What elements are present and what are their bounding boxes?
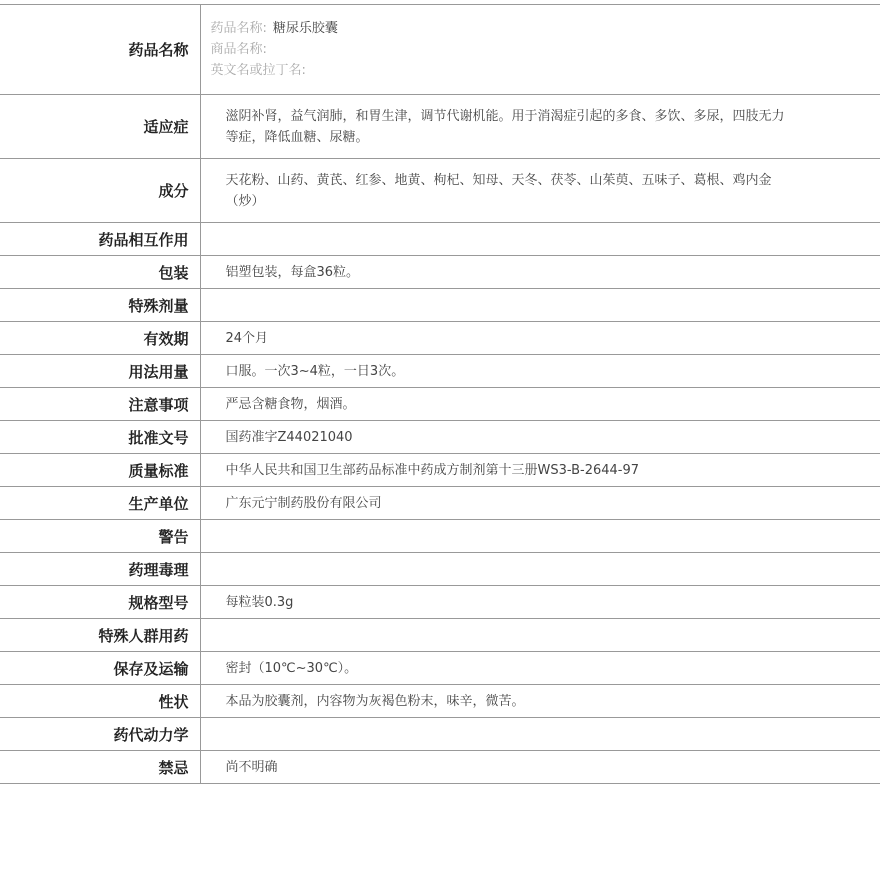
row-label: 药品名称: [0, 5, 200, 95]
row-value: 中华人民共和国卫生部药品标准中药成方制剂第十三册WS3-B-2644-97: [200, 454, 880, 487]
usage-row: [0, 355, 880, 388]
row-value: [200, 619, 880, 652]
row-value: 口服。一次3~4粒，一日3次。: [200, 355, 880, 388]
drug-name-row: [0, 5, 880, 95]
row-label: 适应症: [0, 95, 200, 159]
row-value: 24个月: [200, 322, 880, 355]
warning-row: [0, 520, 880, 553]
special-dosage-row: [0, 289, 880, 322]
row-value: 尚不明确: [200, 751, 880, 784]
row-label: 禁忌: [0, 751, 200, 784]
row-value: 本品为胶囊剂，内容物为灰褐色粉末，味辛，微苦。: [200, 685, 880, 718]
row-label: 质量标准: [0, 454, 200, 487]
row-value: 严忌含糖食物，烟酒。: [200, 388, 880, 421]
row-label: 药理毒理: [0, 553, 200, 586]
row-label: 批准文号: [0, 421, 200, 454]
indications-row: [0, 95, 880, 159]
row-label: 生产单位: [0, 487, 200, 520]
row-label: 用法用量: [0, 355, 200, 388]
storage-row: [0, 652, 880, 685]
row-label: 药品相互作用: [0, 223, 200, 256]
generic-name-value: 糖尿乐胶囊: [272, 21, 338, 36]
precautions-row: [0, 388, 880, 421]
row-label: 注意事项: [0, 388, 200, 421]
row-value: [200, 289, 880, 322]
row-value: [200, 223, 880, 256]
trade-name-label: 商品名称:: [210, 42, 267, 57]
validity-row: [0, 322, 880, 355]
row-label: 警告: [0, 520, 200, 553]
row-value: 广东元宁制药股份有限公司: [200, 487, 880, 520]
standard-row: [0, 454, 880, 487]
packaging-row: [0, 256, 880, 289]
row-value: 铝塑包装，每盒36粒。: [200, 256, 880, 289]
contraindications-row: [0, 751, 880, 784]
generic-name-label: 药品名称:: [210, 21, 267, 36]
row-value: 滋阴补肾，益气润肺，和胃生津，调节代谢机能。用于消渴症引起的多食、多饮、多尿，四肢无力等症，降低血糖、尿糖。: [200, 95, 880, 159]
row-label: 有效期: [0, 322, 200, 355]
english-name-line: [211, 60, 787, 81]
pharmacokinetics-row: [0, 718, 880, 751]
row-label: 特殊剂量: [0, 289, 200, 322]
specification-row: [0, 586, 880, 619]
character-row: [0, 685, 880, 718]
row-label: 保存及运输: [0, 652, 200, 685]
ingredients-row: [0, 159, 880, 223]
drug-name-cell: [200, 5, 880, 95]
row-label: 成分: [0, 159, 200, 223]
row-label: 规格型号: [0, 586, 200, 619]
row-label: 性状: [0, 685, 200, 718]
row-value: 每粒装0.3g: [200, 586, 880, 619]
drug-info-table: [0, 4, 880, 784]
trade-name-line: [211, 39, 787, 60]
row-value: 密封（10℃~30℃）。: [200, 652, 880, 685]
pharmacology-row: [0, 553, 880, 586]
english-name-label: 英文名或拉丁名:: [210, 63, 306, 78]
row-label: 特殊人群用药: [0, 619, 200, 652]
row-value: [200, 553, 880, 586]
manufacturer-row: [0, 487, 880, 520]
special-population-row: [0, 619, 880, 652]
row-label: 药代动力学: [0, 718, 200, 751]
row-value: [200, 718, 880, 751]
row-value: 国药准字Z44021040: [200, 421, 880, 454]
generic-name-line: [211, 18, 787, 39]
row-label: 包装: [0, 256, 200, 289]
row-value: 天花粉、山药、黄芪、红参、地黄、枸杞、知母、天冬、茯苓、山茱萸、五味子、葛根、鸡内金（炒）: [200, 159, 880, 223]
approval-row: [0, 421, 880, 454]
row-value: [200, 520, 880, 553]
interactions-row: [0, 223, 880, 256]
